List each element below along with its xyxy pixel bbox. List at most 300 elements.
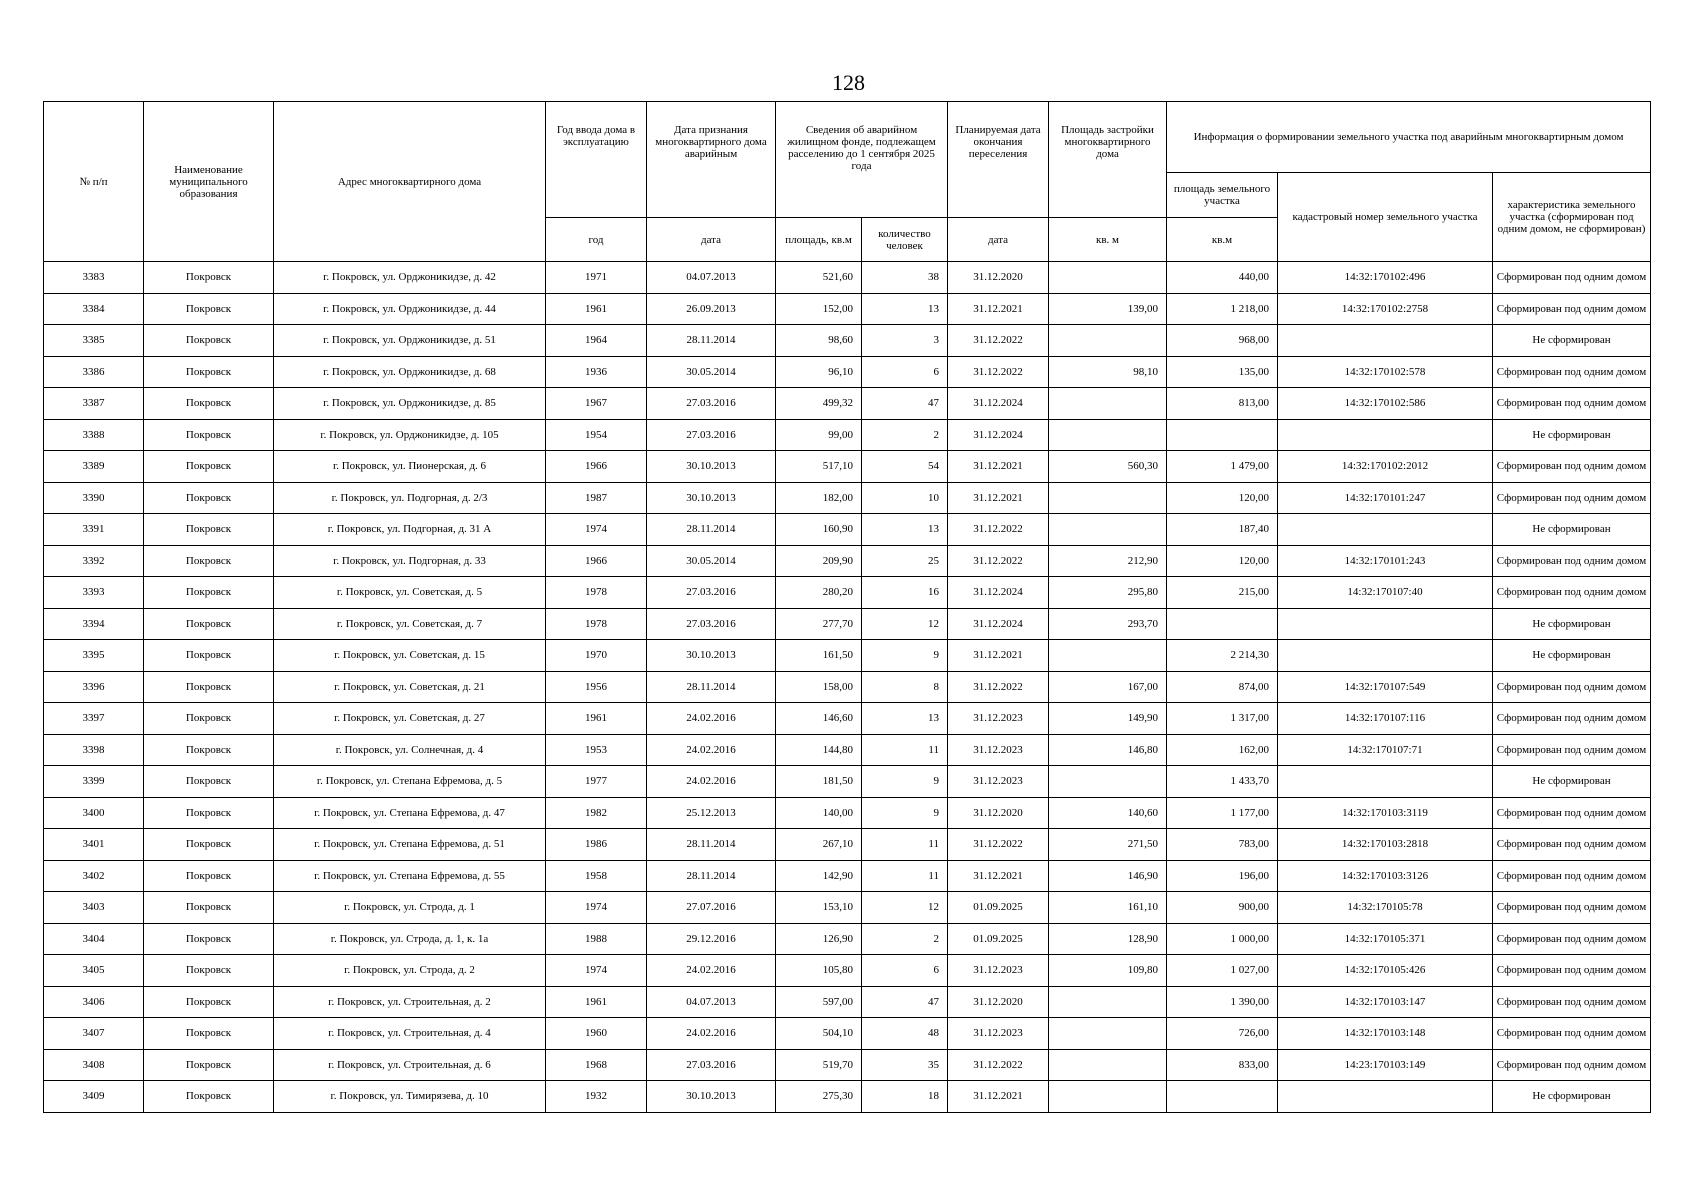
cell-area: 99,00 (776, 419, 862, 451)
cell-planned-date: 31.12.2021 (948, 482, 1049, 514)
cell-address: г. Покровск, ул. Строительная, д. 6 (274, 1049, 546, 1081)
cell-row-num: 3389 (44, 451, 144, 483)
cell-land-status: Сформирован под одним домом (1493, 451, 1651, 483)
cell-land-status: Не сформирован (1493, 325, 1651, 357)
table-row (44, 419, 1651, 451)
cell-land-area: 1 433,70 (1167, 766, 1278, 798)
cell-cadastral-number (1278, 514, 1493, 546)
cell-recognized-date: 28.11.2014 (647, 514, 776, 546)
header-recognized: Дата признания многоквартирного дома аварийным (647, 102, 776, 218)
cell-planned-date: 31.12.2023 (948, 955, 1049, 987)
cell-cadastral-number: 14:32:170107:116 (1278, 703, 1493, 735)
cell-planned-date: 31.12.2024 (948, 577, 1049, 609)
cell-address: г. Покровск, ул. Советская, д. 21 (274, 671, 546, 703)
cell-year: 1953 (546, 734, 647, 766)
cell-address: г. Покровск, ул. Степана Ефремова, д. 47 (274, 797, 546, 829)
cell-municipality: Покровск (144, 1081, 274, 1113)
cell-people: 35 (862, 1049, 948, 1081)
cell-people: 11 (862, 734, 948, 766)
page-number: 128 (832, 70, 865, 95)
cell-building-area: 271,50 (1049, 829, 1167, 861)
cell-planned-date: 31.12.2024 (948, 388, 1049, 420)
cell-row-num: 3403 (44, 892, 144, 924)
cell-year: 1964 (546, 325, 647, 357)
cell-recognized-date: 24.02.2016 (647, 703, 776, 735)
cell-cadastral-number: 14:32:170103:147 (1278, 986, 1493, 1018)
cell-year: 1982 (546, 797, 647, 829)
cell-year: 1968 (546, 1049, 647, 1081)
cell-address: г. Покровск, ул. Подгорная, д. 33 (274, 545, 546, 577)
cell-people: 6 (862, 356, 948, 388)
cell-recognized-date: 30.05.2014 (647, 545, 776, 577)
header-unit-people: количество человек (862, 218, 948, 262)
cell-people: 8 (862, 671, 948, 703)
cell-cadastral-number: 14:32:170103:2818 (1278, 829, 1493, 861)
cell-building-area (1049, 325, 1167, 357)
cell-planned-date: 31.12.2022 (948, 514, 1049, 546)
cell-people: 2 (862, 923, 948, 955)
cell-address: г. Покровск, ул. Подгорная, д. 31 А (274, 514, 546, 546)
table-row (44, 388, 1651, 420)
cell-recognized-date: 04.07.2013 (647, 986, 776, 1018)
cell-year: 1987 (546, 482, 647, 514)
cell-people: 9 (862, 640, 948, 672)
header-unit-sqm: кв. м (1049, 218, 1167, 262)
cell-cadastral-number: 14:32:170101:247 (1278, 482, 1493, 514)
cell-recognized-date: 28.11.2014 (647, 829, 776, 861)
cell-year: 1966 (546, 545, 647, 577)
cell-address: г. Покровск, ул. Степана Ефремова, д. 5 (274, 766, 546, 798)
cell-row-num: 3393 (44, 577, 144, 609)
cell-planned-date: 31.12.2024 (948, 608, 1049, 640)
cell-row-num: 3394 (44, 608, 144, 640)
cell-municipality: Покровск (144, 419, 274, 451)
cell-row-num: 3385 (44, 325, 144, 357)
cell-address: г. Покровск, ул. Орджоникидзе, д. 105 (274, 419, 546, 451)
cell-building-area (1049, 986, 1167, 1018)
cell-municipality: Покровск (144, 829, 274, 861)
cell-building-area (1049, 1049, 1167, 1081)
cell-recognized-date: 30.05.2014 (647, 356, 776, 388)
table-header (44, 102, 1651, 262)
cell-land-status: Сформирован под одним домом (1493, 356, 1651, 388)
cell-building-area: 167,00 (1049, 671, 1167, 703)
cell-planned-date: 31.12.2023 (948, 766, 1049, 798)
cell-recognized-date: 28.11.2014 (647, 860, 776, 892)
cell-people: 16 (862, 577, 948, 609)
cell-building-area (1049, 514, 1167, 546)
cell-land-area: 813,00 (1167, 388, 1278, 420)
table-row (44, 703, 1651, 735)
table-body (44, 262, 1651, 1113)
cell-people: 13 (862, 293, 948, 325)
table-row (44, 640, 1651, 672)
cell-planned-date: 31.12.2022 (948, 356, 1049, 388)
cell-people: 9 (862, 766, 948, 798)
cell-row-num: 3396 (44, 671, 144, 703)
cell-land-status: Не сформирован (1493, 419, 1651, 451)
header-municipality: Наименование муниципального образования (144, 102, 274, 262)
header-unit-date: дата (647, 218, 776, 262)
cell-row-num: 3399 (44, 766, 144, 798)
cell-land-status: Сформирован под одним домом (1493, 262, 1651, 294)
cell-people: 48 (862, 1018, 948, 1050)
cell-address: г. Покровск, ул. Строда, д. 1 (274, 892, 546, 924)
cell-address: г. Покровск, ул. Тимирязева, д. 10 (274, 1081, 546, 1113)
header-unit-sqm2: кв.м (1167, 218, 1278, 262)
cell-land-area: 187,40 (1167, 514, 1278, 546)
cell-municipality: Покровск (144, 1018, 274, 1050)
cell-land-status: Сформирован под одним домом (1493, 734, 1651, 766)
cell-address: г. Покровск, ул. Степана Ефремова, д. 51 (274, 829, 546, 861)
table-row (44, 482, 1651, 514)
cell-building-area: 98,10 (1049, 356, 1167, 388)
cell-recognized-date: 27.03.2016 (647, 608, 776, 640)
cell-building-area (1049, 388, 1167, 420)
cell-cadastral-number (1278, 766, 1493, 798)
cell-municipality: Покровск (144, 545, 274, 577)
cell-people: 11 (862, 829, 948, 861)
cell-area: 597,00 (776, 986, 862, 1018)
cell-year: 1971 (546, 262, 647, 294)
cell-building-area (1049, 262, 1167, 294)
cell-people: 9 (862, 797, 948, 829)
cell-year: 1961 (546, 703, 647, 735)
cell-area: 153,10 (776, 892, 862, 924)
cell-row-num: 3407 (44, 1018, 144, 1050)
cell-area: 161,50 (776, 640, 862, 672)
cell-row-num: 3408 (44, 1049, 144, 1081)
table-row (44, 293, 1651, 325)
cell-area: 146,60 (776, 703, 862, 735)
cell-recognized-date: 27.03.2016 (647, 388, 776, 420)
table-row (44, 577, 1651, 609)
cell-municipality: Покровск (144, 514, 274, 546)
cell-land-area: 135,00 (1167, 356, 1278, 388)
cell-area: 182,00 (776, 482, 862, 514)
cell-planned-date: 31.12.2020 (948, 262, 1049, 294)
table-row (44, 1018, 1651, 1050)
header-unit-area: площадь, кв.м (776, 218, 862, 262)
header-address: Адрес многоквартирного дома (274, 102, 546, 262)
cell-planned-date: 31.12.2021 (948, 1081, 1049, 1113)
cell-planned-date: 31.12.2023 (948, 734, 1049, 766)
cell-area: 209,90 (776, 545, 862, 577)
cell-municipality: Покровск (144, 482, 274, 514)
cell-building-area: 295,80 (1049, 577, 1167, 609)
table-row (44, 860, 1651, 892)
cell-address: г. Покровск, ул. Строительная, д. 2 (274, 986, 546, 1018)
cell-planned-date: 31.12.2023 (948, 703, 1049, 735)
cell-planned-date: 01.09.2025 (948, 892, 1049, 924)
cell-land-area (1167, 608, 1278, 640)
cell-land-status: Сформирован под одним домом (1493, 923, 1651, 955)
cell-row-num: 3392 (44, 545, 144, 577)
cell-people: 18 (862, 1081, 948, 1113)
cell-cadastral-number (1278, 1081, 1493, 1113)
emergency-housing-table (43, 101, 1651, 1113)
cell-cadastral-number (1278, 640, 1493, 672)
header-year: Год ввода дома в эксплуатацию (546, 102, 647, 218)
table-row (44, 923, 1651, 955)
cell-land-area: 120,00 (1167, 482, 1278, 514)
cell-area: 144,80 (776, 734, 862, 766)
header-land-info: Информация о формировании земельного участка под аварийным многоквартирным домом (1167, 102, 1651, 173)
cell-land-area: 440,00 (1167, 262, 1278, 294)
cell-municipality: Покровск (144, 860, 274, 892)
cell-building-area: 293,70 (1049, 608, 1167, 640)
cell-recognized-date: 24.02.2016 (647, 734, 776, 766)
cell-building-area: 560,30 (1049, 451, 1167, 483)
cell-land-area: 196,00 (1167, 860, 1278, 892)
cell-people: 47 (862, 388, 948, 420)
cell-cadastral-number (1278, 325, 1493, 357)
cell-municipality: Покровск (144, 734, 274, 766)
cell-people: 3 (862, 325, 948, 357)
cell-municipality: Покровск (144, 577, 274, 609)
table-row (44, 262, 1651, 294)
cell-land-status: Сформирован под одним домом (1493, 482, 1651, 514)
cell-cadastral-number: 14:32:170107:40 (1278, 577, 1493, 609)
cell-municipality: Покровск (144, 388, 274, 420)
cell-area: 517,10 (776, 451, 862, 483)
cell-land-area: 900,00 (1167, 892, 1278, 924)
header-cadastral: кадастровый номер земельного участка (1278, 173, 1493, 262)
cell-land-area: 833,00 (1167, 1049, 1278, 1081)
cell-year: 1967 (546, 388, 647, 420)
cell-land-area: 120,00 (1167, 545, 1278, 577)
cell-land-status: Сформирован под одним домом (1493, 955, 1651, 987)
cell-planned-date: 31.12.2020 (948, 986, 1049, 1018)
cell-area: 158,00 (776, 671, 862, 703)
table-row (44, 1081, 1651, 1113)
header-unit-date2: дата (948, 218, 1049, 262)
cell-planned-date: 31.12.2023 (948, 1018, 1049, 1050)
cell-people: 2 (862, 419, 948, 451)
cell-cadastral-number: 14:32:170107:549 (1278, 671, 1493, 703)
header-housing: Сведения об аварийном жилищном фонде, подлежащем расселению до 1 сентября 2025 года (776, 102, 948, 218)
cell-area: 267,10 (776, 829, 862, 861)
cell-recognized-date: 30.10.2013 (647, 482, 776, 514)
cell-land-area (1167, 1081, 1278, 1113)
cell-year: 1970 (546, 640, 647, 672)
cell-cadastral-number: 14:32:170102:496 (1278, 262, 1493, 294)
cell-year: 1974 (546, 892, 647, 924)
cell-building-area: 140,60 (1049, 797, 1167, 829)
cell-recognized-date: 26.09.2013 (647, 293, 776, 325)
cell-cadastral-number: 14:32:170102:578 (1278, 356, 1493, 388)
cell-people: 6 (862, 955, 948, 987)
table-row (44, 514, 1651, 546)
cell-area: 521,60 (776, 262, 862, 294)
cell-area: 140,00 (776, 797, 862, 829)
cell-cadastral-number: 14:32:170102:2012 (1278, 451, 1493, 483)
cell-year: 1954 (546, 419, 647, 451)
table-row (44, 671, 1651, 703)
cell-area: 160,90 (776, 514, 862, 546)
cell-municipality: Покровск (144, 986, 274, 1018)
cell-land-area: 874,00 (1167, 671, 1278, 703)
cell-municipality: Покровск (144, 923, 274, 955)
cell-row-num: 3395 (44, 640, 144, 672)
cell-building-area (1049, 640, 1167, 672)
cell-municipality: Покровск (144, 356, 274, 388)
cell-planned-date: 31.12.2022 (948, 829, 1049, 861)
cell-area: 126,90 (776, 923, 862, 955)
cell-people: 13 (862, 514, 948, 546)
cell-address: г. Покровск, ул. Строда, д. 1, к. 1а (274, 923, 546, 955)
cell-land-status: Сформирован под одним домом (1493, 829, 1651, 861)
cell-cadastral-number: 14:32:170103:3126 (1278, 860, 1493, 892)
table-row (44, 829, 1651, 861)
cell-planned-date: 31.12.2022 (948, 1049, 1049, 1081)
cell-year: 1956 (546, 671, 647, 703)
cell-planned-date: 31.12.2021 (948, 451, 1049, 483)
cell-building-area: 128,90 (1049, 923, 1167, 955)
cell-land-area: 215,00 (1167, 577, 1278, 609)
cell-area: 504,10 (776, 1018, 862, 1050)
cell-year: 1988 (546, 923, 647, 955)
cell-people: 38 (862, 262, 948, 294)
cell-cadastral-number (1278, 608, 1493, 640)
cell-row-num: 3400 (44, 797, 144, 829)
cell-address: г. Покровск, ул. Солнечная, д. 4 (274, 734, 546, 766)
cell-recognized-date: 25.12.2013 (647, 797, 776, 829)
table-row (44, 325, 1651, 357)
cell-people: 10 (862, 482, 948, 514)
cell-recognized-date: 27.03.2016 (647, 419, 776, 451)
table-row (44, 986, 1651, 1018)
cell-row-num: 3388 (44, 419, 144, 451)
cell-recognized-date: 24.02.2016 (647, 766, 776, 798)
cell-land-area: 1 218,00 (1167, 293, 1278, 325)
cell-land-area: 1 479,00 (1167, 451, 1278, 483)
cell-cadastral-number: 14:32:170101:243 (1278, 545, 1493, 577)
cell-recognized-date: 27.03.2016 (647, 1049, 776, 1081)
cell-cadastral-number: 14:32:170103:3119 (1278, 797, 1493, 829)
cell-land-area: 2 214,30 (1167, 640, 1278, 672)
cell-area: 105,80 (776, 955, 862, 987)
cell-area: 519,70 (776, 1049, 862, 1081)
cell-planned-date: 31.12.2022 (948, 325, 1049, 357)
cell-land-area: 1 317,00 (1167, 703, 1278, 735)
cell-address: г. Покровск, ул. Орджоникидзе, д. 68 (274, 356, 546, 388)
cell-row-num: 3404 (44, 923, 144, 955)
cell-building-area: 149,90 (1049, 703, 1167, 735)
cell-year: 1961 (546, 293, 647, 325)
cell-row-num: 3409 (44, 1081, 144, 1113)
cell-land-status: Не сформирован (1493, 640, 1651, 672)
cell-land-status: Сформирован под одним домом (1493, 986, 1651, 1018)
cell-year: 1974 (546, 955, 647, 987)
cell-municipality: Покровск (144, 608, 274, 640)
cell-row-num: 3401 (44, 829, 144, 861)
cell-land-status: Не сформирован (1493, 514, 1651, 546)
cell-year: 1961 (546, 986, 647, 1018)
cell-building-area: 161,10 (1049, 892, 1167, 924)
cell-address: г. Покровск, ул. Советская, д. 27 (274, 703, 546, 735)
cell-building-area (1049, 1018, 1167, 1050)
header-num: № п/п (44, 102, 144, 262)
cell-people: 12 (862, 892, 948, 924)
cell-address: г. Покровск, ул. Советская, д. 5 (274, 577, 546, 609)
cell-row-num: 3383 (44, 262, 144, 294)
cell-address: г. Покровск, ул. Орджоникидзе, д. 85 (274, 388, 546, 420)
table-row (44, 451, 1651, 483)
cell-year: 1932 (546, 1081, 647, 1113)
cell-cadastral-number: 14:32:170107:71 (1278, 734, 1493, 766)
cell-land-status: Не сформирован (1493, 1081, 1651, 1113)
cell-land-status: Сформирован под одним домом (1493, 860, 1651, 892)
cell-building-area: 109,80 (1049, 955, 1167, 987)
cell-planned-date: 01.09.2025 (948, 923, 1049, 955)
cell-municipality: Покровск (144, 797, 274, 829)
cell-area: 280,20 (776, 577, 862, 609)
cell-area: 96,10 (776, 356, 862, 388)
cell-planned-date: 31.12.2021 (948, 640, 1049, 672)
table-row (44, 734, 1651, 766)
cell-planned-date: 31.12.2021 (948, 293, 1049, 325)
table-row (44, 545, 1651, 577)
cell-building-area (1049, 482, 1167, 514)
cell-year: 1958 (546, 860, 647, 892)
cell-land-status: Не сформирован (1493, 766, 1651, 798)
cell-row-num: 3384 (44, 293, 144, 325)
cell-recognized-date: 30.10.2013 (647, 1081, 776, 1113)
header-planned: Планируемая дата окончания переселения (948, 102, 1049, 218)
cell-land-area: 1 177,00 (1167, 797, 1278, 829)
cell-row-num: 3386 (44, 356, 144, 388)
table-row (44, 766, 1651, 798)
cell-planned-date: 31.12.2024 (948, 419, 1049, 451)
cell-recognized-date: 04.07.2013 (647, 262, 776, 294)
cell-land-area: 1 027,00 (1167, 955, 1278, 987)
cell-land-status: Сформирован под одним домом (1493, 892, 1651, 924)
cell-people: 47 (862, 986, 948, 1018)
header-building-area: Площадь застройки многоквартирного дома (1049, 102, 1167, 218)
cell-row-num: 3397 (44, 703, 144, 735)
cell-address: г. Покровск, ул. Орджоникидзе, д. 51 (274, 325, 546, 357)
table-row (44, 955, 1651, 987)
cell-planned-date: 31.12.2021 (948, 860, 1049, 892)
cell-planned-date: 31.12.2020 (948, 797, 1049, 829)
header-unit-year: год (546, 218, 647, 262)
cell-people: 54 (862, 451, 948, 483)
cell-area: 98,60 (776, 325, 862, 357)
cell-recognized-date: 27.07.2016 (647, 892, 776, 924)
cell-land-status: Не сформирован (1493, 608, 1651, 640)
table-row (44, 892, 1651, 924)
cell-year: 1966 (546, 451, 647, 483)
cell-year: 1986 (546, 829, 647, 861)
header-land-area: площадь земельного участка (1167, 173, 1278, 218)
cell-land-area (1167, 419, 1278, 451)
cell-area: 499,32 (776, 388, 862, 420)
cell-address: г. Покровск, ул. Подгорная, д. 2/3 (274, 482, 546, 514)
cell-address: г. Покровск, ул. Степана Ефремова, д. 55 (274, 860, 546, 892)
cell-land-status: Сформирован под одним домом (1493, 797, 1651, 829)
cell-area: 152,00 (776, 293, 862, 325)
cell-row-num: 3402 (44, 860, 144, 892)
cell-municipality: Покровск (144, 293, 274, 325)
cell-land-area: 1 390,00 (1167, 986, 1278, 1018)
cell-building-area: 139,00 (1049, 293, 1167, 325)
cell-planned-date: 31.12.2022 (948, 545, 1049, 577)
cell-recognized-date: 27.03.2016 (647, 577, 776, 609)
cell-land-area: 726,00 (1167, 1018, 1278, 1050)
cell-municipality: Покровск (144, 262, 274, 294)
table-row (44, 356, 1651, 388)
